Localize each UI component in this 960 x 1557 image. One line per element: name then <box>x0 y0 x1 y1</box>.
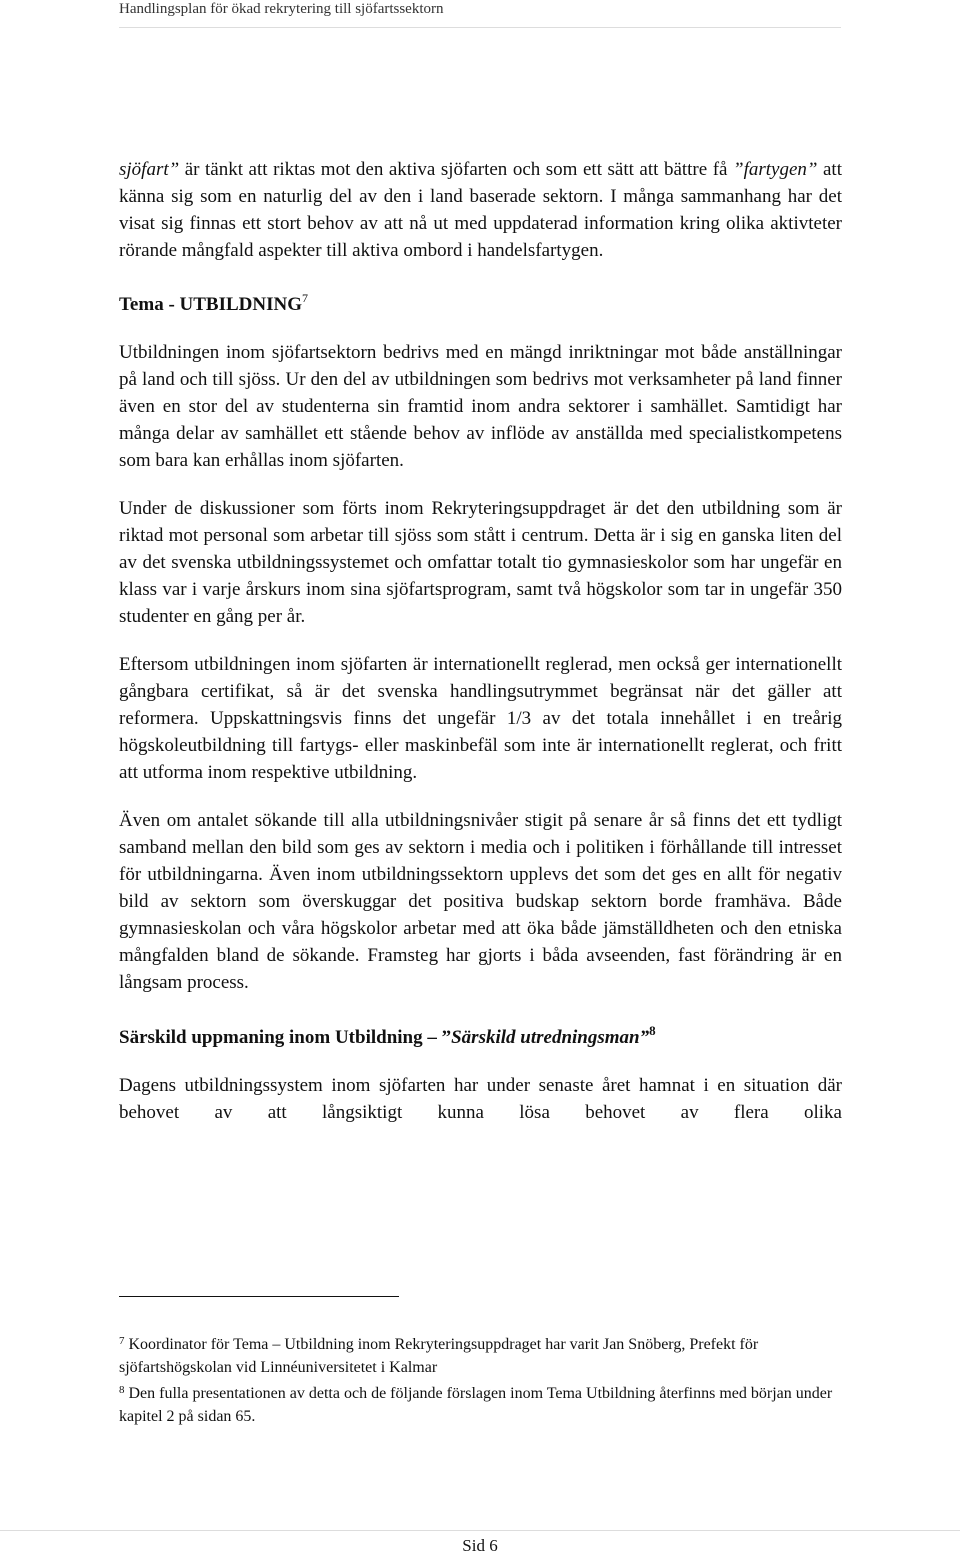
footnote-separator <box>119 1296 399 1297</box>
italic-term: ”fartygen” <box>733 159 818 180</box>
footnote-number: 8 <box>119 1384 125 1396</box>
paragraph-text: är tänkt att riktas mot den aktiva sjöfarten och som ett sätt att bättre få <box>179 159 734 180</box>
footnotes <box>119 1330 842 1428</box>
section-heading-sarskild <box>119 1017 842 1051</box>
document-body <box>119 156 842 1147</box>
paragraph: Eftersom utbildningen inom sjöfarten är internationellt reglerad, men också ger internationellt gångbara certifikat, så är det svenska handlingsutrymmet begränsat när det gäller att reformera. Uppskattningsvis finns det ungefär 1/3 av det totala innehållet i en treårig högskoleutbildning till fartygs- eller maskinbefäl som inte är internationellt reglerat, och fritt att utforma inom respektive utbildning. <box>119 654 842 783</box>
section-heading-utbildning <box>119 285 842 318</box>
footnote-text: Den fulla presentationen av detta och de följande förslagen inom Tema Utbildning återfinns med början under kapitel 2 på sidan 65. <box>119 1385 833 1425</box>
paragraph-intro <box>119 156 842 264</box>
footnote-ref: 8 <box>649 1023 656 1038</box>
heading-text: Tema - UTBILDNING <box>119 294 302 315</box>
running-header: Handlingsplan för ökad rekrytering till sjöfartssektorn <box>119 1 444 17</box>
footnote-8 <box>119 1379 842 1428</box>
paragraph: Utbildningen inom sjöfartsektorn bedrivs med en mängd inriktningar mot både anställningar på land och till sjöss. Ur den del av utbildningen som bedrivs mot verksamheter på land finner även en stor del av studenterna sin framtid inom andra sektorer i samhället. Samtidigt har många delar av samhället ett stående behov av inflöde av anställda med specialistkompetens som bara kan erhållas inom sjöfarten. <box>119 342 842 471</box>
italic-term: sjöfart” <box>119 159 180 180</box>
footer-divider <box>0 1530 960 1531</box>
paragraph: Under de diskussioner som förts inom Rekryteringsuppdraget är det den utbildning som är riktad mot personal som arbetar till sjöss som stått i centrum. Detta är i sig en ganska liten del av det svenska utbildningssystemet och omfattar totalt tio gymnasieskolor som har ungefär en klass var i varje årskurs inom sina sjöfartsprogram, samt två högskolor som tar in ungefär 350 studenter en gång per år. <box>119 498 842 627</box>
paragraph-continued: Dagens utbildningssystem inom sjöfarten har under senaste året hamnat i en situation där behovet av att långsiktigt kunna lösa behovet av flera olika <box>119 1075 842 1123</box>
header-divider <box>119 27 841 28</box>
footnote-text: Koordinator för Tema – Utbildning inom Rekryteringsuppdraget har varit Jan Snöberg, Prefekt för sjöfartshögskolan vid Linnéuniversitetet i Kalmar <box>119 1336 759 1376</box>
footnote-7 <box>119 1330 842 1379</box>
heading-italic: Särskild utredningsman” <box>451 1027 650 1048</box>
page-number: Sid 6 <box>462 1536 498 1555</box>
paragraph: Även om antalet sökande till alla utbildningsnivåer stigit på senare år så finns det ett tydligt samband mellan den bild som ges av sektorn i media och i politiken i förhållande till intresset för utbildningarna. Även inom utbildningssektorn upplevs det som det ges en allt för negativ bild av sektorn som överskuggar det positiva budskap sektorn borde framhäva. Både gymnasieskolan och våra högskolor arbetar med att öka både jämställdheten och den etniska mångfalden bland de sökande. Framsteg har gjorts i båda avseenden, fast förändring är en långsam process. <box>119 810 842 993</box>
footnote-ref: 7 <box>302 291 308 305</box>
paragraph-text: att känna sig som en naturlig del av den i land baserade sektorn. I många sammanhang har det visat sig finnas ett stort behov av att nå ut med uppdaterad information kring olika aktivteter rörande mångfald aspekter till aktiva ombord i handelsfartygen. <box>119 159 842 261</box>
footnote-number: 7 <box>119 1335 125 1347</box>
heading-text: Särskild uppmaning inom Utbildning – ” <box>119 1027 452 1048</box>
